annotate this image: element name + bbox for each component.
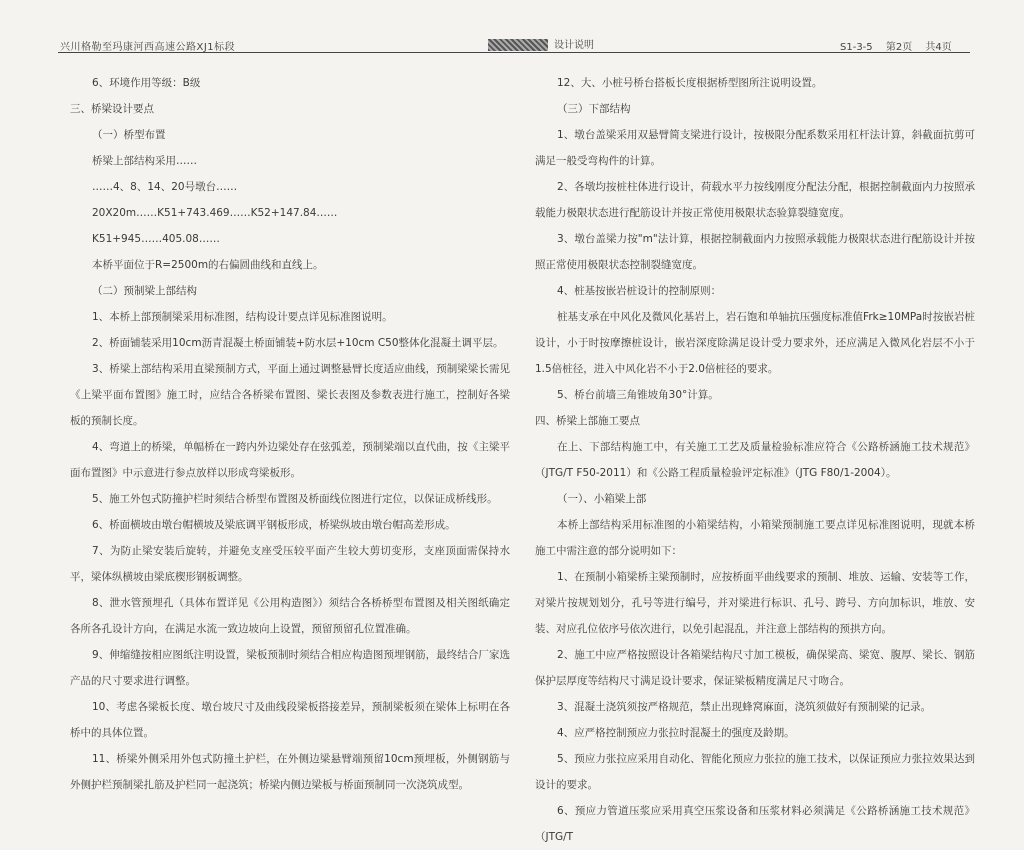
page-total: 共4页	[925, 42, 952, 53]
paragraph: 4、桩基按嵌岩桩设计的控制原则：	[557, 285, 722, 297]
project-title: 兴川格勒至玛康河西高速公路XJ1标段	[60, 42, 236, 53]
left-column	[70, 70, 510, 798]
document-type-label: 设计说明	[554, 40, 594, 51]
paragraph: 12、大、小桩号桥台搭板长度根据桥型图所注说明设置。	[557, 77, 823, 89]
paragraph: 桥梁上部结构采用……	[92, 155, 197, 167]
paragraph: 本桥上部结构采用标准图的小箱梁结构，小箱梁预制施工要点详见标准图说明，现就本桥施工中需注意的部分说明如下：	[535, 519, 975, 557]
paragraph: 3、桥梁上部结构采用直梁预制方式，平面上通过调整悬臂长度适应曲线，预制梁梁长需见《上梁平面布置图》施工时，应结合各桥梁布置图、梁长表图及参数表进行施工，控制好各梁板的预制长度。	[70, 363, 510, 427]
paragraph: 2、施工中应严格按照设计各箱梁结构尺寸加工模板，确保梁高、梁宽、腹厚、梁长、钢筋保护层厚度等结构尺寸满足设计要求，保证梁板精度满足尺寸吻合。	[535, 649, 975, 687]
paragraph: 2、桥面铺装采用10cm沥青混凝土桥面铺装+防水层+10cm C50整体化混凝土调平层。	[92, 337, 504, 349]
paragraph: 3、墩台盖梁力按"m"法计算，根据控制截面内力按照承载能力极限状态进行配筋设计并按照正常使用极限状态控制裂缝宽度。	[535, 233, 975, 271]
paragraph: ……4、8、14、20号墩台……	[92, 181, 238, 193]
paragraph: 4、弯道上的桥梁，单幅桥在一跨内外边梁处存在弦弧差，预制梁端以直代曲，按《主梁平面布置图》中示意进行参点放样以形成弯梁板形。	[70, 441, 510, 479]
section-heading: （三）下部结构	[557, 103, 631, 115]
drawing-number: S1-3-5	[840, 42, 873, 53]
header-rule	[58, 52, 970, 53]
right-column	[535, 70, 975, 850]
paragraph: 1、本桥上部预制梁采用标准图，结构设计要点详见标准图说明。	[92, 311, 393, 323]
page-header	[0, 0, 1024, 52]
paragraph: 3、混凝土浇筑须按严格规范，禁止出现蜂窝麻面，浇筑须做好有预制梁的记录。	[557, 701, 932, 713]
paragraph: 1、墩台盖梁采用双悬臂简支梁进行设计，按极限分配系数采用杠杆法计算，斜截面抗剪可满足一般受弯构件的计算。	[535, 129, 975, 167]
section-heading: （一）、小箱梁上部	[557, 493, 647, 505]
paragraph: 2、各墩均按桩柱体进行设计，荷载水平力按线刚度分配法分配，根据控制截面内力按照承载能力极限状态进行配筋设计并按正常使用极限状态验算裂缝宽度。	[535, 181, 975, 219]
paragraph: 4、应严格控制预应力张拉时混凝土的强度及龄期。	[557, 727, 795, 739]
page-info	[840, 38, 952, 53]
paragraph: 8、泄水管预埋孔（具体布置详见《公用构造图》）须结合各桥桥型布置图及相关图纸确定各所各孔设计方向，在满足水流一致边坡向上设置，预留预留孔位置准确。	[70, 597, 510, 635]
paragraph: 7、为防止梁安装后旋转，并避免支座受压较平面产生较大剪切变形，支座顶面需保持水平，梁体纵横坡由梁底楔形钢板调整。	[70, 545, 510, 583]
paragraph: 桩基支承在中风化及微风化基岩上，岩石饱和单轴抗压强度标准值Frk≥10MPa时按嵌岩桩设计，小于时按摩擦桩设计，嵌岩深度除满足设计受力要求外，还应满足入微风化岩层不小于1.5倍桩径，进入中风化岩不小于2.0倍桩径的要求。	[535, 311, 975, 375]
section-heading: （二）预制梁上部结构	[92, 285, 197, 297]
paragraph: 本桥平面位于R=2500m的右偏圆曲线和直线上。	[92, 259, 324, 271]
paragraph: 5、施工外包式防撞护栏时须结合桥型布置图及桥面线位图进行定位，以保证成桥线形。	[92, 493, 498, 505]
paragraph: 5、预应力张拉应采用自动化、智能化预应力张拉的施工技术，以保证预应力张拉效果达到设计的要求。	[535, 753, 975, 791]
document-type	[488, 36, 594, 51]
paragraph: 1、在预制小箱梁桥主梁预制时，应按桥面平曲线要求的预制、堆放、运输、安装等工作，对梁片按规划划分，孔号等进行编号，并对梁进行标识、孔号、跨号、方向加标识，堆放、安装、对应孔位依序号依次进行，以免引起混乱，并注意上部结构的预拱方向。	[535, 571, 975, 635]
section-heading: 四、桥梁上部施工要点	[535, 415, 640, 427]
paragraph: 6、环境作用等级：B级	[92, 77, 201, 89]
paragraph: 6、预应力管道压浆应采用真空压浆设备和压浆材料必须满足《公路桥涵施工技术规范》（JTG/T	[535, 805, 975, 843]
paragraph: 9、伸缩缝按相应图纸注明设置，梁板预制时须结合相应构造图预埋钢筋，最终结合厂家选产品的尺寸要求进行调整。	[70, 649, 510, 687]
paragraph: 在上、下部结构施工中，有关施工工艺及质量检验标准应符合《公路桥涵施工技术规范》（JTG/T F50-2011）和《公路工程质量检验评定标准》（JTG F80/1-2004）。	[535, 441, 975, 479]
paragraph: 20X20m……K51+743.469……K52+147.84……	[92, 207, 338, 219]
redacted-logo	[488, 39, 548, 51]
paragraph: 11、桥梁外侧采用外包式防撞土护栏，在外侧边梁悬臂端预留10cm预埋板，外侧钢筋与外侧护栏预制梁扎筋及护栏同一起浇筑；桥梁内侧边梁板与桥面预制同一次浇筑成型。	[70, 753, 510, 791]
paragraph: K51+945……405.08……	[92, 233, 220, 245]
page-number: 第2页	[885, 42, 913, 53]
paragraph: 10、考虑各梁板长度、墩台坡尺寸及曲线段梁板搭接差异，预制梁板须在梁体上标明在各桥中的具体位置。	[70, 701, 510, 739]
section-heading: 三、桥梁设计要点	[70, 103, 154, 115]
paragraph: 6、桥面横坡由墩台帽横坡及梁底调平钢板形成，桥梁纵坡由墩台帽高差形成。	[92, 519, 456, 531]
paragraph: 5、桥台前墙三角锥坡角30°计算。	[557, 389, 719, 401]
section-heading: （一）桥型布置	[92, 129, 166, 141]
